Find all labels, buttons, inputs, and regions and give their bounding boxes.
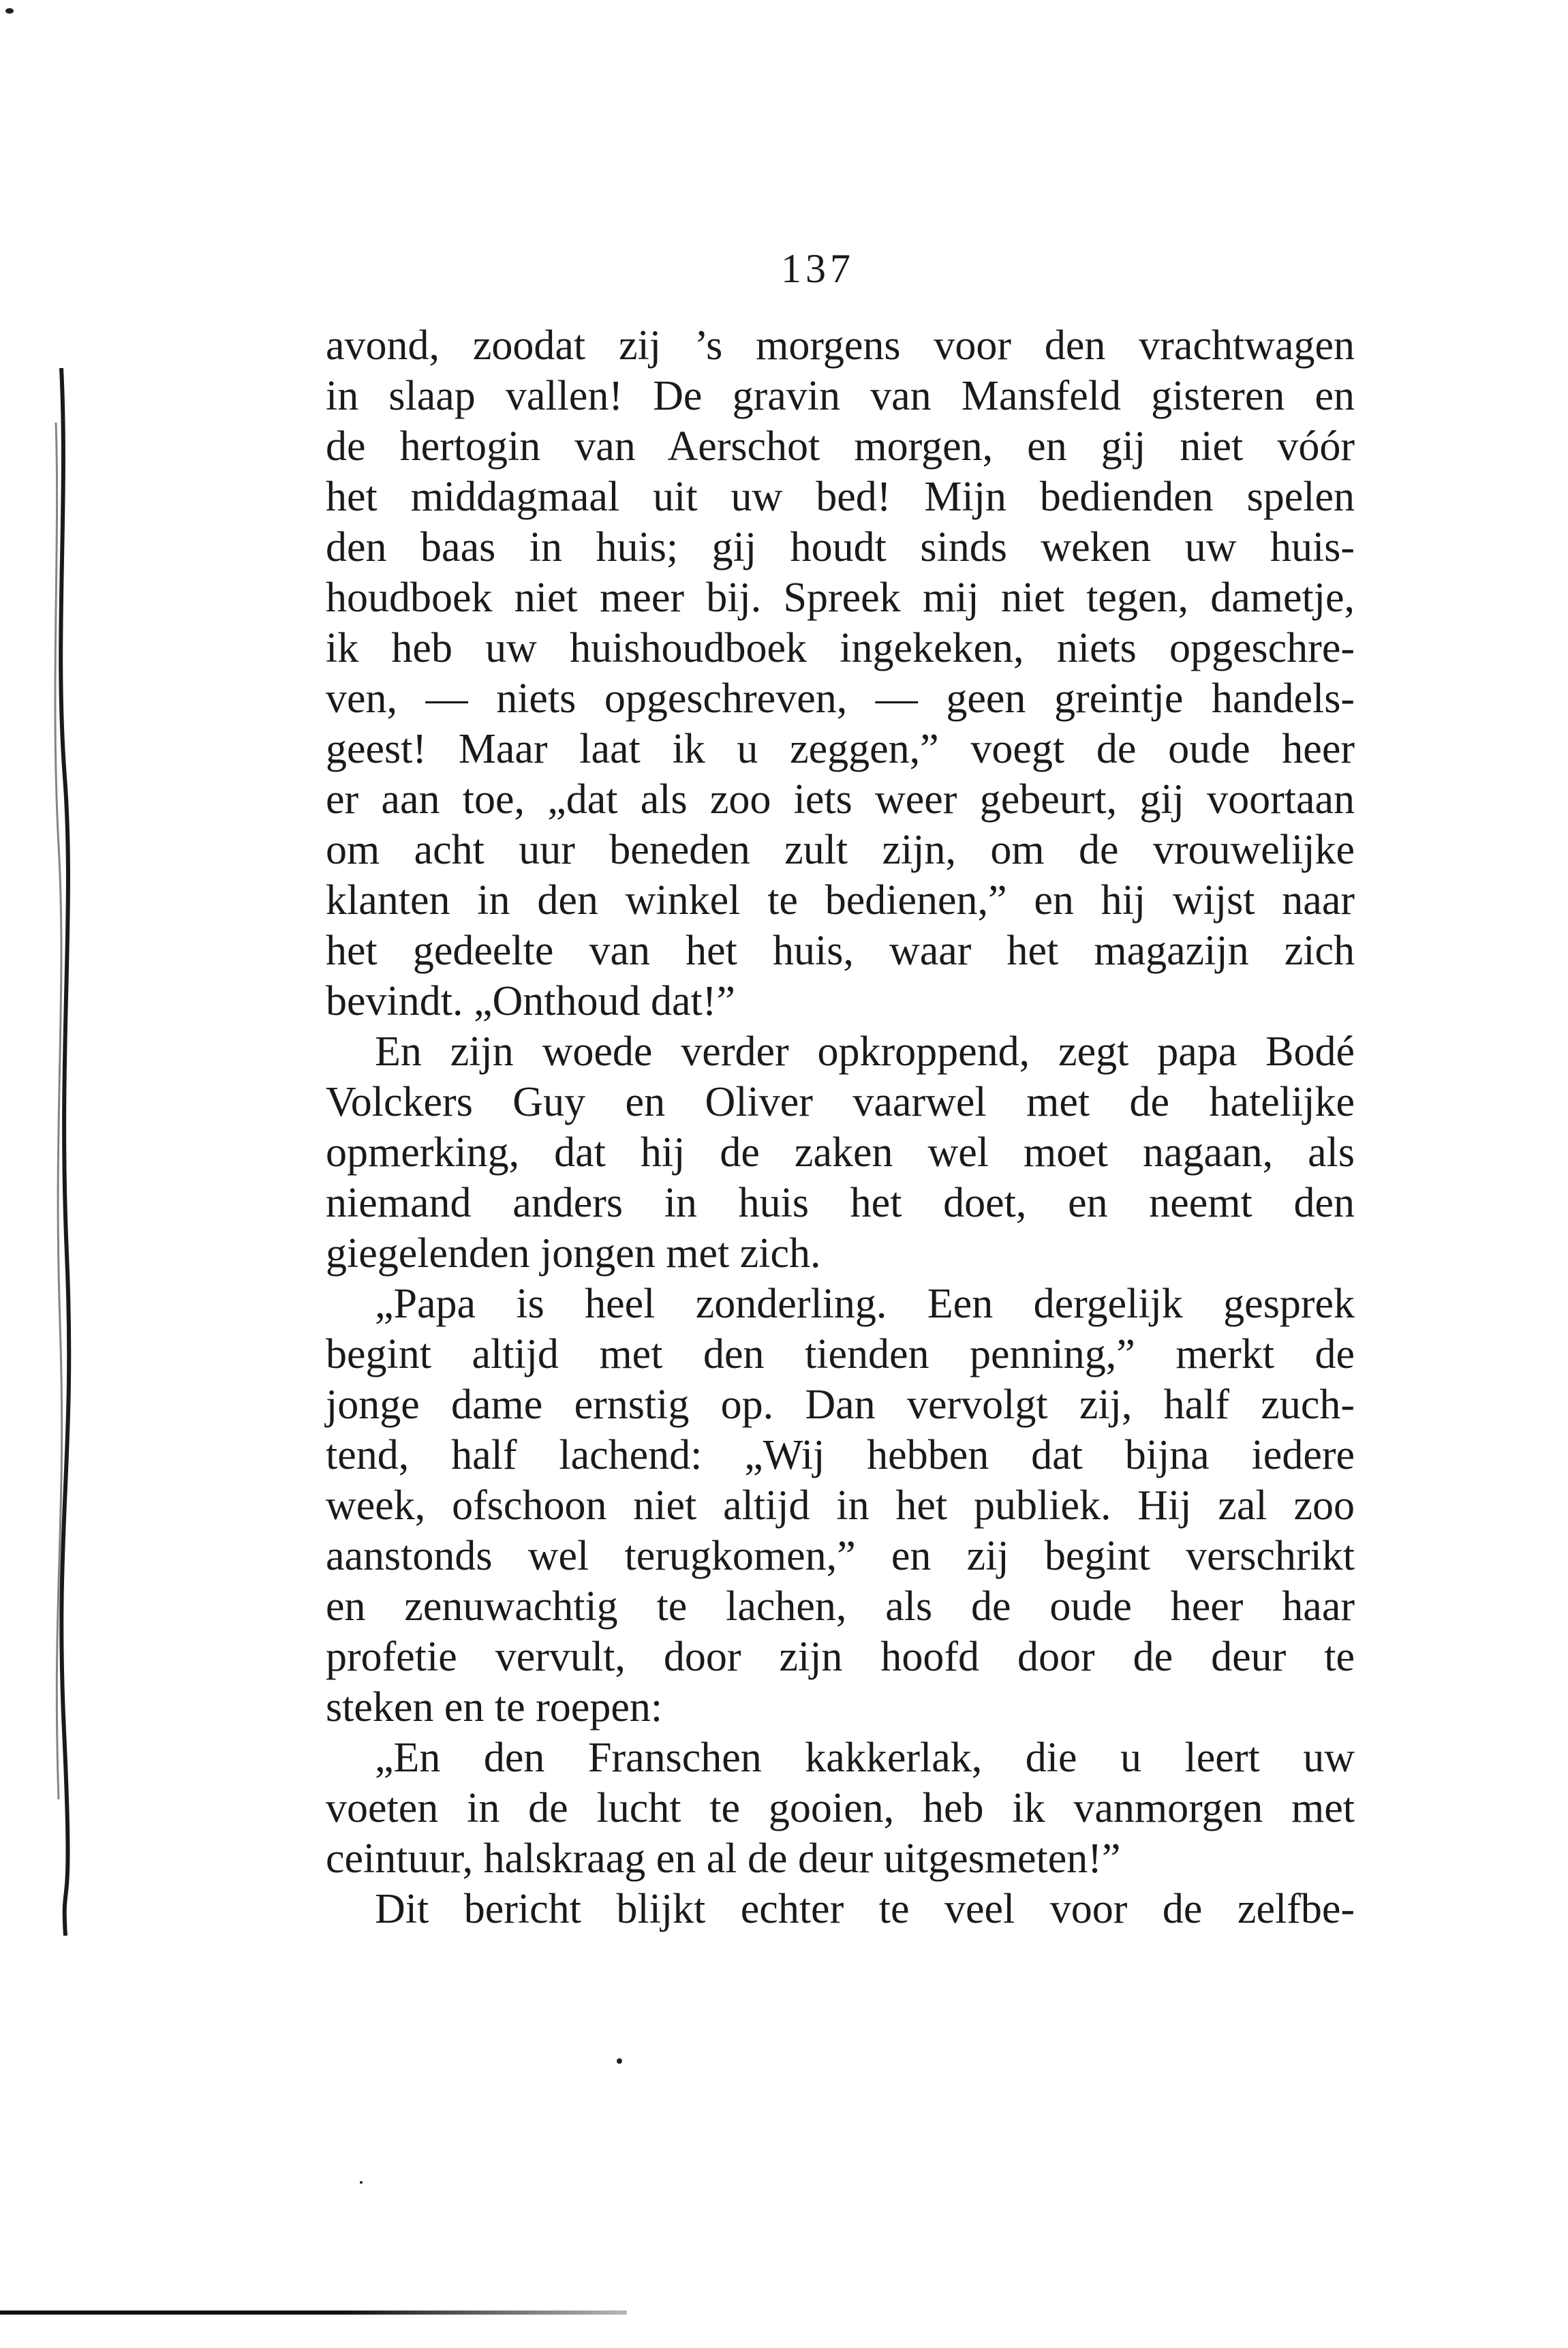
text-line: steken en te roepen:	[326, 1684, 663, 1730]
text-line: avond, zoodat zij ’s morgens voor den vrachtwagen	[326, 322, 1355, 369]
text-line: het middagmaal uit uw bed! Mijn bedienden spelen	[326, 474, 1355, 520]
text-line: den baas in huis; gij houdt sinds weken uw huis-	[326, 524, 1355, 570]
text-line: geest! Maar laat ik u zeggen,” voegt de oude heer	[326, 726, 1355, 772]
text-line: bevindt. „Onthoud dat!”	[326, 978, 735, 1024]
body-text	[326, 320, 1355, 1934]
text-line: begint altijd met den tienden penning,” merkt de	[326, 1331, 1355, 1377]
text-line: er aan toe, „dat als zoo iets weer gebeurt, gij voortaan	[326, 776, 1355, 823]
text-line: de hertogin van Aerschot morgen, en gij niet vóór	[326, 423, 1355, 470]
text-line: tend, half lachend: „Wij hebben dat bijna iedere	[326, 1432, 1355, 1478]
text-line: jonge dame ernstig op. Dan vervolgt zij, half zuch-	[326, 1382, 1355, 1428]
text-line: Dit bericht blijkt echter te veel voor de zelfbe-	[375, 1886, 1355, 1932]
ink-speck	[360, 2181, 363, 2184]
text-line: ceintuur, halskraag en al de deur uitgesmeten!”	[326, 1835, 1121, 1882]
text-line: ik heb uw huishoudboek ingekeken, niets opgeschre-	[326, 625, 1355, 671]
text-line: om acht uur beneden zult zijn, om de vrouwelijke	[326, 827, 1355, 873]
bottom-rule-divider	[0, 2311, 627, 2315]
text-line: voeten in de lucht te gooien, heb ik vanmorgen met	[326, 1785, 1355, 1831]
ink-speck	[5, 8, 14, 14]
text-line: aanstonds wel terugkomen,” en zij begint verschrikt	[326, 1533, 1355, 1579]
text-line: Volckers Guy en Oliver vaarwel met de hatelijke	[326, 1079, 1355, 1125]
text-line: En zijn woede verder opkroppend, zegt papa Bodé	[375, 1028, 1355, 1075]
text-line: „En den Franschen kakkerlak, die u leert uw	[375, 1735, 1355, 1781]
text-line: het gedeelte van het huis, waar het magazijn zich	[326, 928, 1355, 974]
text-line: profetie vervult, door zijn hoofd door de deur te	[326, 1634, 1355, 1680]
text-line: niemand anders in huis het doet, en neemt den	[326, 1180, 1355, 1226]
text-line: houdboek niet meer bij. Spreek mij niet tegen, dametje,	[326, 575, 1355, 621]
binding-shadow-decoration	[41, 368, 89, 1936]
text-line: opmerking, dat hij de zaken wel moet nagaan, als	[326, 1129, 1355, 1176]
text-line: klanten in den winkel te bedienen,” en hij wijst naar	[326, 877, 1355, 924]
page-number: 137	[781, 246, 855, 291]
text-line: ven, — niets opgeschreven, — geen greintje handels-	[326, 675, 1355, 722]
ink-speck	[617, 2058, 622, 2064]
text-line: in slaap vallen! De gravin van Mansfeld gisteren en	[326, 373, 1355, 419]
text-line: „Papa is heel zonderling. Een dergelijk gesprek	[375, 1281, 1355, 1327]
text-line: en zenuwachtig te lachen, als de oude heer haar	[326, 1583, 1355, 1630]
text-line: giegelenden jongen met zich.	[326, 1230, 821, 1277]
text-line: week, ofschoon niet altijd in het publiek. Hij zal zoo	[326, 1482, 1355, 1529]
